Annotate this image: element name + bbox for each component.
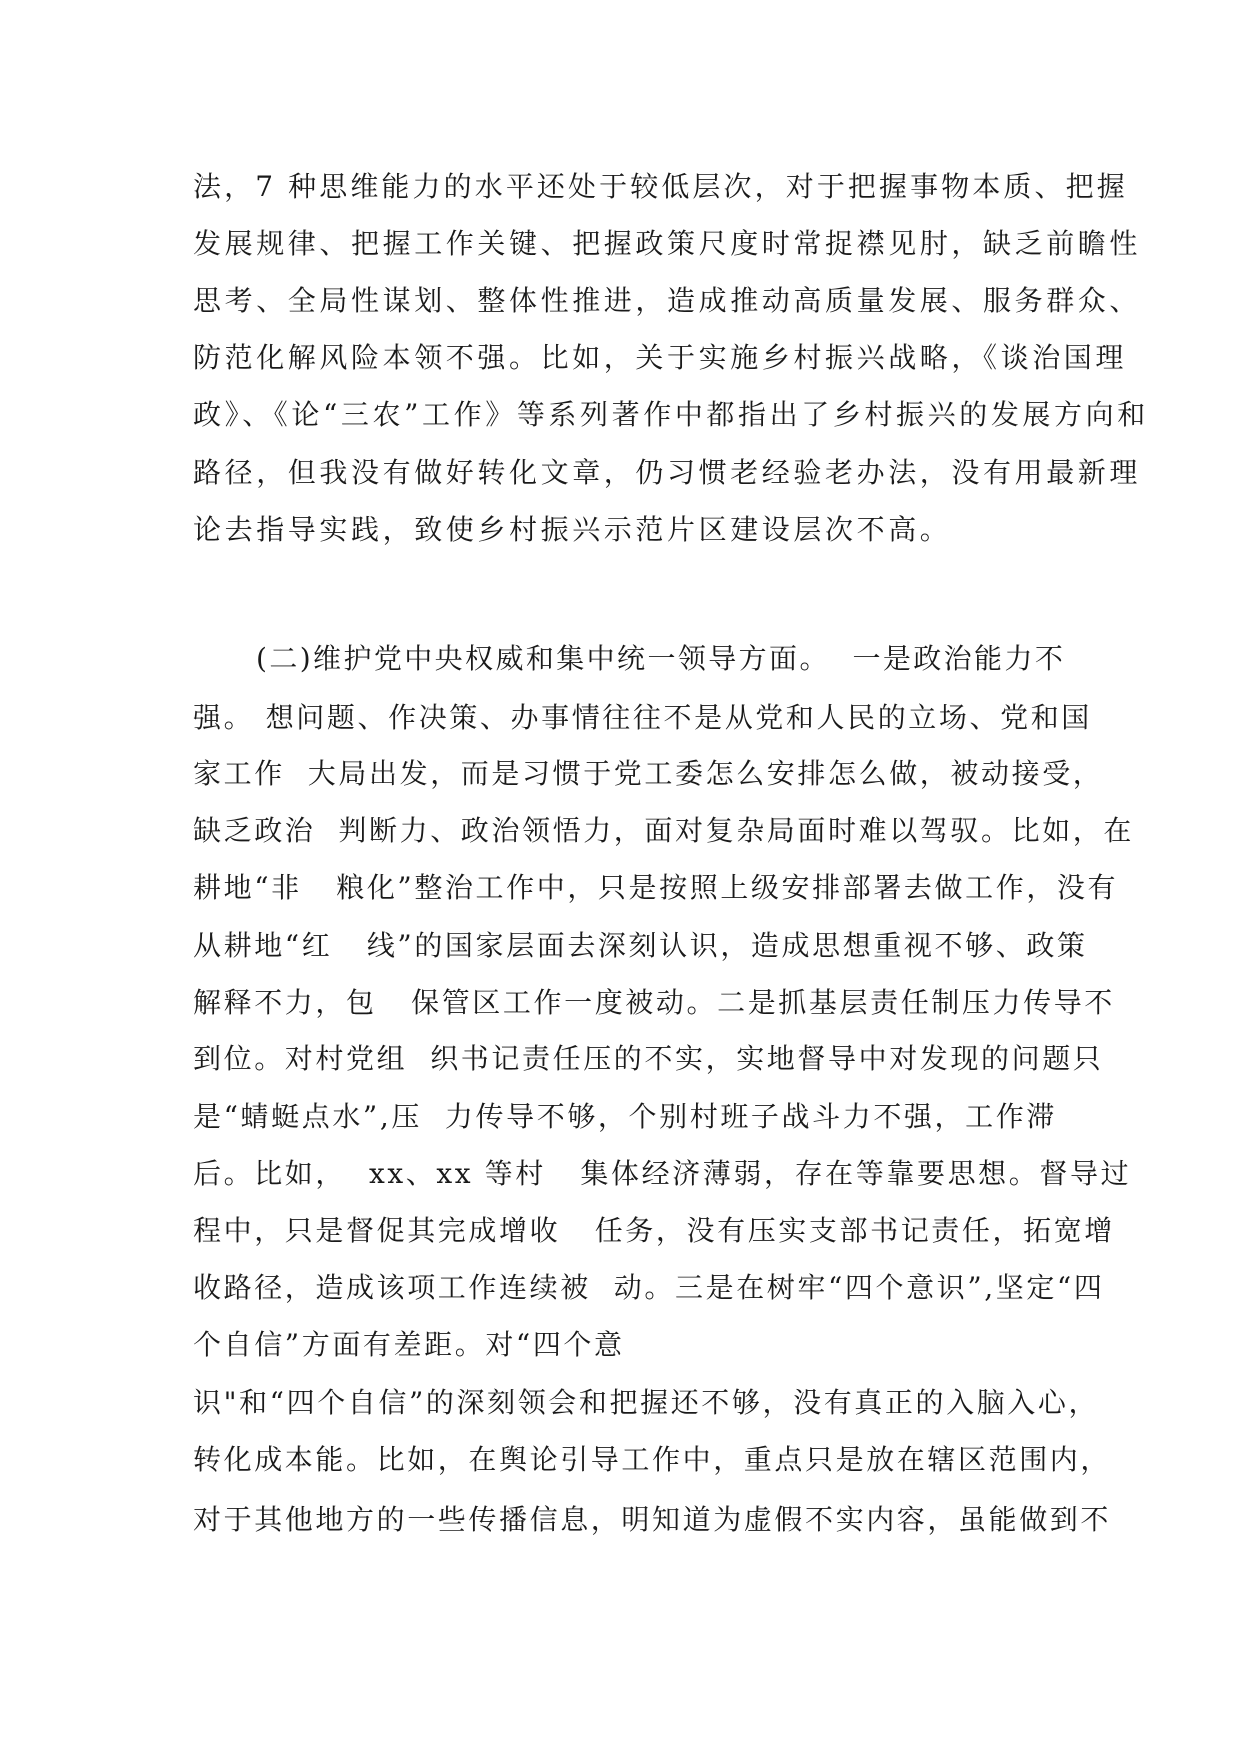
text-line: 防范化解风险本领不强。比如，关于实施乡村振兴战略，《谈治国理 [193,341,1128,374]
text-line: 论去指导实践，致使乡村振兴示范片区建设层次不高。 [193,513,952,546]
text-line: 程中，只是督促其完成增收 任务，没有压实支部书记责任，拓宽增 [193,1214,1115,1247]
text-line: 思考、全局性谋划、整体性推进，造成推动高质量发展、服务群众、 [193,284,1142,317]
section-heading-line: (二)维护党中央权威和集中统一领导方面。 一是政治能力不 [256,642,1066,675]
text-line: 转化成本能。比如，在舆论引导工作中，重点只是放在辖区范围内， [193,1443,1112,1476]
text-line: 强。 想问题、作决策、办事情往往不是从党和人民的立场、党和国 [193,701,1092,734]
text-line: 收路径，造成该项工作连续被 动。三是在树牢“四个意识”,坚定“四 [193,1271,1105,1304]
text-line: 从耕地“红 线”的国家层面去深刻认识，造成思想重视不够、政策 [193,929,1088,962]
text-line: 耕地“非 粮化”整治工作中，只是按照上级安排部署去做工作，没有 [193,871,1119,904]
text-line: 法，7 种思维能力的水平还处于较低层次，对于把握事物本质、把握 [193,170,1128,203]
text-line: 是“蜻蜓点水”,压 力传导不够，个别村班子战斗力不强，工作滞 [193,1100,1057,1133]
text-line: 发展规律、把握工作关键、把握政策尺度时常捉襟见肘，缺乏前瞻性 [193,227,1142,260]
text-line: 政》、《论“三农”工作》等系列著作中都指出了乡村振兴的发展方向和 [193,398,1149,431]
text-line: 家工作 大局出发，而是习惯于党工委怎么安排怎么做，被动接受， [193,757,1104,790]
text-line: 对于其他地方的一些传播信息，明知道为虚假不实内容，虽能做到不 [193,1503,1112,1536]
text-line: 后。比如， xx、xx 等村 集体经济薄弱，存在等靠要思想。督导过 [193,1157,1132,1190]
text-line: 个自信”方面有差距。对“四个意 [193,1328,625,1361]
text-line: 到位。对村党组 织书记责任压的不实，实地督导中对发现的问题只 [193,1042,1104,1075]
text-line: 解释不力，包 保管区工作一度被动。二是抓基层责任制压力传导不 [193,986,1115,1019]
text-line: 路径，但我没有做好转化文章，仍习惯老经验老办法，没有用最新理 [193,456,1142,489]
text-line: 识"和“四个自信”的深刻领会和把握还不够，没有真正的入脑入心， [193,1386,1100,1419]
text-line: 缺乏政治 判断力、政治领悟力，面对复杂局面时难以驾驭。比如，在 [193,814,1135,847]
